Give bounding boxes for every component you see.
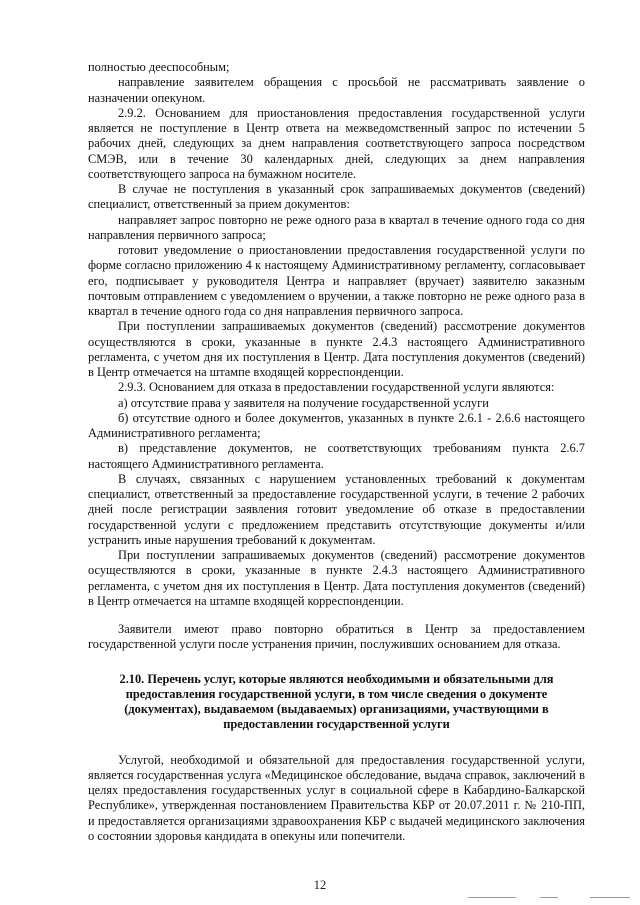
body-paragraph: в) представление документов, не соответствующих требованиям пункта 2.6.7 настоящего Административного регламента.	[88, 441, 585, 471]
section-heading: 2.10. Перечень услуг, которые являются необходимыми и обязательными для предоставления государственной услуги, в том числе сведения о документе (документах), выдаваемом (выдаваемых) организациями, участвующими в предоставлении государственной услуги	[119, 671, 554, 732]
paragraphs-before-group	[88, 60, 585, 609]
body-paragraph: направление заявителем обращения с просьбой не рассматривать заявление о назначении опекуном.	[88, 75, 585, 105]
reapply-paragraph: Заявители имеют право повторно обратиться в Центр за предоставлением государственной услуги после устранения причин, послуживших основанием для отказа.	[88, 622, 585, 652]
necessary-services-paragraph: Услугой, необходимой и обязательной для предоставления государственной услуги, является государственная услуга «Медицинское обследование, выдача справок, заключений в целях предоставления государственных услуг в социальной сфере в Кабардино-Балкарской Республике», утвержденная постановлением Правительства КБР от 20.07.2011 г. № 210-ПП, и предоставляется организациями здравоохранения КБР с выдачей медицинского заключения о состоянии здоровья кандидата в опекуны или попечители.	[88, 752, 585, 843]
body-paragraph: При поступлении запрашиваемых документов (сведений) рассмотрение документов осуществляются в сроки, указанные в пункте 2.4.3 настоящего Административного регламента, с учетом дня их поступления в Центр. Дата поступления документов (сведений) в Центр отмечается на штампе входящей корреспонденции.	[88, 548, 585, 608]
scan-edge-line	[468, 897, 516, 898]
body-paragraph: В случае не поступления в указанный срок запрашиваемых документов (сведений) специалист, ответственный за прием документов:	[88, 182, 585, 212]
body-paragraph: При поступлении запрашиваемых документов (сведений) рассмотрение документов осуществляются в сроки, указанные в пункте 2.4.3 настоящего Административного регламента, с учетом дня их поступления в Центр. Дата поступления документов (сведений) в Центр отмечается на штампе входящей корреспонденции.	[88, 319, 585, 379]
body-paragraph: полностью дееспособным;	[88, 60, 230, 74]
page-number: 12	[313, 878, 327, 892]
body-paragraph: В случаях, связанных с нарушением установленных требований к документам специалист, ответственный за предоставление государственной услуги, в течение 2 рабочих дней после регистрации заявления готовит уведомление об отказе в предоставлении государственной услуги с предложением представить отсутствующие документы и/или устранить иные нарушения требований к документам.	[88, 471, 585, 547]
body-paragraph: 2.9.3. Основанием для отказа в предоставлении государственной услуги являются:	[118, 380, 555, 395]
body-paragraph: готовит уведомление о приостановлении предоставления государственной услуги по форме согласно приложению 4 к настоящему Административному регламенту, согласовывает его, подписывает у руководителя Центра и направляет (вручает) заявителю заказным почтовым отправлением с уведомлением о вручении, а также повторно не реже одного раза в квартал в течение одного года со дня направления первичного запроса.	[88, 243, 585, 318]
body-paragraph: направляет запрос повторно не реже одного раза в квартал в течение одного года со дня направления первичного запроса;	[88, 212, 585, 242]
scan-edge-line	[590, 897, 630, 898]
scan-edge-line	[540, 897, 558, 898]
body-paragraph: 2.9.2. Основанием для приостановления предоставления государственной услуги является не поступление в Центр ответа на межведомственный запрос по истечении 5 рабочих дней, следующих за днем направления соответствующего запроса посредством СМЭВ, или в течение 30 календарных дней, следующих за днем направления соответствующего запроса на бумажном носителе.	[88, 105, 585, 181]
body-paragraph: б) отсутствие одного и более документов, указанных в пункте 2.6.1 - 2.6.6 настоящего Административного регламента;	[88, 410, 585, 440]
document-body	[88, 60, 585, 844]
body-paragraph: а) отсутствие права у заявителя на получение государственной услуги	[118, 395, 489, 410]
